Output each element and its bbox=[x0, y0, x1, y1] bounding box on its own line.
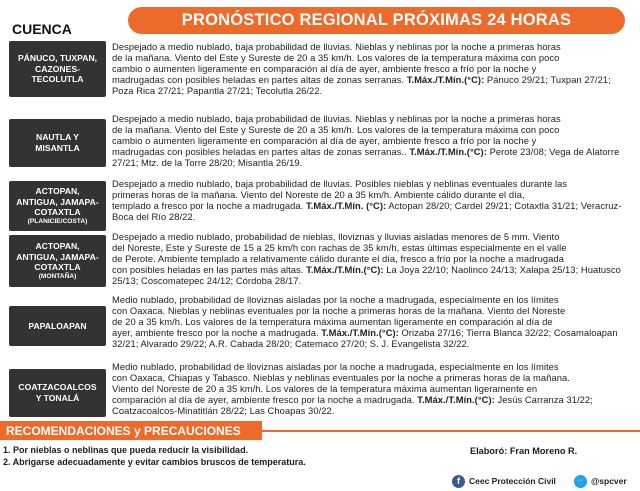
region-row bbox=[9, 361, 637, 419]
region-row bbox=[9, 41, 637, 99]
divider bbox=[262, 430, 640, 432]
recommendations-title-bar bbox=[0, 421, 262, 440]
region-forecast: Despejado a medio nublado, baja probabilidad de lluvias. Posibles nieblas y neblinas eventuales durante las primeras horas de la mañana. Viento del Noreste de 20 a 35 km/h. Ambiente cálido durante el día, templado a fresco por la noche a madrugada. T.Máx./T.Mín. (°C): Actopan 28/20; Cardel 29/21; Cotaxtla 31/21; Veracruz-Boca del Río 28/22. bbox=[112, 178, 622, 223]
recommendations-list bbox=[3, 444, 306, 468]
temp-values: Orizaba 27/16; Tierra Blanca 32/22; Cosamaloapan 32/21; Alvarado 29/22; A.R. Cabada 28/20; Catemaco 27/20; S. J. Evangelista 32/22. bbox=[112, 327, 618, 350]
author-credit: Elaboró: Fran Moreno R. bbox=[470, 446, 578, 456]
region-name: PAPALOAPAN bbox=[9, 306, 106, 346]
page-title-banner bbox=[128, 7, 625, 34]
region-row bbox=[9, 231, 637, 289]
temp-values: La Joya 22/10; Naolinco 24/13; Xalapa 25/13; Huatusco 25/13; Coscomatepec 24/12; Córdoba 28/17. bbox=[112, 264, 621, 287]
twitter-label: @spcver bbox=[591, 476, 627, 486]
temp-values: Pánuco 29/21; Tuxpan 27/21; Poza Rica 27/21; Papantla 27/21; Tecolutla 26/22. bbox=[112, 74, 611, 97]
temp-label: T.Máx./T.Mín.(°C): bbox=[417, 394, 495, 406]
temp-values: Actopan 28/20; Cardel 29/21; Cotaxtla 31/21; Veracruz-Boca del Río 28/22. bbox=[112, 200, 622, 223]
temp-values: Jesús Carranza 31/22; Coatzacoalcos-Minatitlán 28/22; Las Choapas 30/22. bbox=[112, 394, 593, 417]
region-forecast: Medio nublado, probabilidad de lloviznas aisladas por la noche a madrugada, especialmente en los límites con Oaxaca, Chiapas y Tabasco. Nieblas y neblinas eventuales por la noche a primeras horas de la mañana. Viento del Noreste de 20 a 35 km/h. Los valores de la temperatura máxima aumentan ligeramente en comparación al día de ayer, ambiente fresco por la noche a madrugada. T.Máx./T.Mín.(°C): Jesús Carranza 31/22; Coatzacoalcos-Minatitlán 28/22; Las Choapas 30/22. bbox=[112, 361, 593, 417]
recommendations-title: RECOMENDACIONES y PRECAUCIONES bbox=[6, 423, 241, 438]
list-item: 2. Abrigarse adecuadamente y evitar cambios bruscos de temperatura. bbox=[3, 457, 306, 467]
temp-label: T.Máx./T.Mín.(°C): bbox=[409, 146, 487, 158]
temp-label: T.Máx./T.Mín.(°C): bbox=[306, 264, 384, 276]
region-forecast: Medio nublado, probabilidad de lloviznas aisladas por la noche a madrugada, especialmente en los límites con Oaxaca. Nieblas y neblinas eventuales por la noche a primeras horas de la mañana. Viento del Noreste de 20 a 35 km/h. Los valores de la temperatura máxima aumentan ligeramente en comparación al día de ayer, ambiente fresco por la noche a madrugada. T.Máx./T.Mín.(°C): Orizaba 27/16; Tierra Blanca 32/22; Cosamaloapan 32/21; Alvarado 29/22; A.R. Cabada 28/20; Catemaco 27/20; S. J. Evangelista 32/22. bbox=[112, 294, 618, 350]
list-item: 1. Por nieblas o neblinas que pueda reducir la visibilidad. bbox=[3, 445, 249, 455]
facebook-label: Ceec Protección Civil bbox=[469, 476, 556, 486]
region-name: ACTOPAN, ANTIGUA, JAMAPA- COTAXTLA (PLANICIE/COSTA) bbox=[9, 181, 106, 231]
region-row bbox=[9, 178, 637, 228]
region-forecast: Despejado a medio nublado, baja probabilidad de lluvias. Nieblas y neblinas por la noche a primeras horas de la mañana. Viento del Este y Sureste de 20 a 35 km/h. Los valores de la temperatura máxima con poco cambio o aumenten ligeramente en comparación al día de ayer, ambiente fresco a frío por la noche y madrugadas con posibles heladas en partes altas de zonas serranas.. T.Máx./T.Mín.(°C): Perote 23/08; Vega de Alatorre 27/21; Mtz. de la Torre 28/20; Misantla 26/19. bbox=[112, 113, 620, 169]
region-row bbox=[9, 113, 637, 171]
twitter-icon: 🐦 bbox=[574, 475, 587, 488]
temp-values: Perote 23/08; Vega de Alatorre 27/21; Mtz. de la Torre 28/20; Misantla 26/19. bbox=[112, 146, 620, 169]
temp-label: T.Máx./T.Mín.(°C): bbox=[406, 74, 485, 86]
region-name: NAUTLA Y MISANTLA bbox=[9, 119, 106, 167]
twitter-link[interactable] bbox=[574, 473, 627, 489]
region-row bbox=[9, 294, 637, 354]
section-label: CUENCA bbox=[12, 21, 72, 37]
region-name: PÁNUCO, TUXPAN, CAZONES- TECOLUTLA bbox=[9, 41, 106, 97]
temp-label: T.Máx./T.Mín.(°C): bbox=[321, 327, 399, 339]
page-title: PRONÓSTICO REGIONAL PRÓXIMAS 24 HORAS bbox=[181, 11, 572, 29]
temp-label: T.Máx./T.Mín. (°C): bbox=[306, 200, 387, 212]
facebook-link[interactable] bbox=[452, 473, 556, 489]
region-forecast: Despejado a medio nublado, probabilidad de nieblas, lloviznas y lluvias aisladas menores de 5 mm. Viento del Noreste, Este y Sureste de 15 a 25 km/h con rachas de 35 km/h, estas últimas especialmente en el valle de Perote. Ambiente templado a relativamente cálido durante el día, fresco a frío por la noche a madrugada con posibles heladas en las partes más altas. T.Máx./T.Mín.(°C): La Joya 22/10; Naolinco 24/13; Xalapa 25/13; Huatusco 25/13; Coscomatepec 24/12; Córdoba 28/17. bbox=[112, 231, 621, 287]
region-name: COATZACOALCOS Y TONALÁ bbox=[9, 369, 106, 417]
region-name: ACTOPAN, ANTIGUA, JAMAPA- COTAXTLA (MONTAÑA) bbox=[9, 235, 106, 287]
region-forecast: Despejado a medio nublado, baja probabilidad de lluvias. Nieblas y neblinas por la noche a primeras horas de la mañana. Viento del Este y Sureste de 20 a 35 km/h. Los valores de la temperatura máxima con poco cambio o aumenten ligeramente en comparación al día de ayer, ambiente fresco a frío por la noche y madrugadas con posibles heladas en partes altas de zonas serranas. T.Máx./T.Mín.(°C): Pánuco 29/21; Tuxpan 27/21; Poza Rica 27/21; Papantla 27/21; Tecolutla 26/22. bbox=[112, 41, 611, 97]
facebook-icon: f bbox=[452, 475, 465, 488]
